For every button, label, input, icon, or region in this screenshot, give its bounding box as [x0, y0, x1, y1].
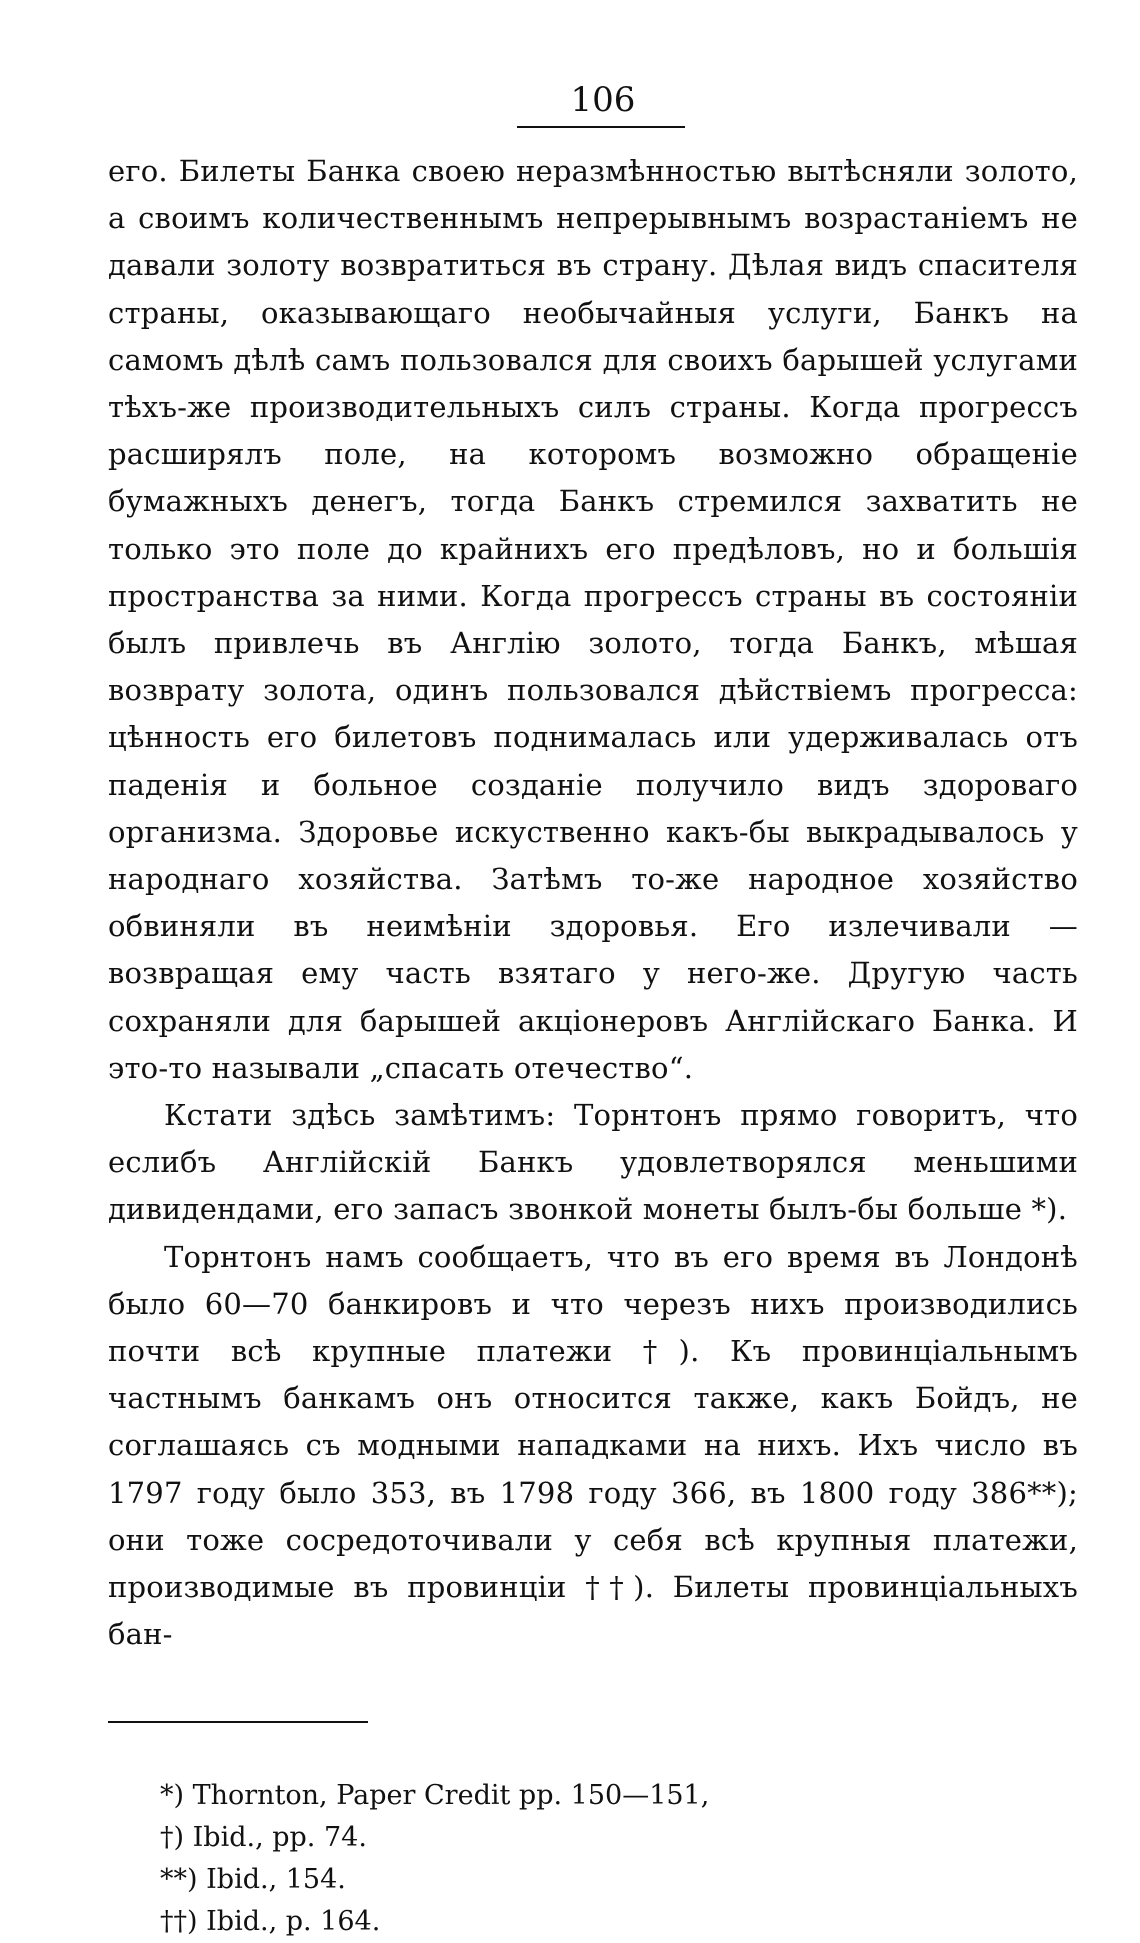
paragraph-2: Кстати здѣсь замѣтимъ: Торнтонъ прямо говоритъ, что еслибъ Англійскій Банкъ удовлетворялся меньшими дивидендами, его запасъ звонкой монеты былъ-бы больше *). — [108, 1098, 1078, 1227]
body-text — [108, 148, 1078, 1659]
paragraph-1: его. Билеты Банка своею неразмѣнностью вытѣсняли золото, а своимъ количественнымъ непрерывнымъ возрастаніемъ не давали золоту возвратиться въ страну. Дѣлая видъ спасителя страны, оказывающаго необычайныя услуги, Банкъ на самомъ дѣлѣ самъ пользовался для своихъ барышей услугами тѣхъ-же производительныхъ силъ страны. Когда прогрессъ расширялъ поле, на которомъ возможно обращеніе бумажныхъ денегъ, тогда Банкъ стремился захватить не только это поле до крайнихъ его предѣловъ, но и большія пространства за ними. Когда прогрессъ страны въ состояніи былъ привлечь въ Англію золото, тогда Банкъ, мѣшая возврату золота, одинъ пользовался дѣйствіемъ прогресса: цѣнность его билетовъ поднималась или удерживалась отъ паденія и больное созданіе получило видъ здороваго организма. Здоровье искуственно какъ-бы выкрадывалось у народнаго хозяйства. Затѣмъ то-же народное хозяйство обвиняли въ неимѣніи здоровья. Его излечивали — возвращая ему часть взятаго у него-же. Другую часть сохраняли для барышей акціонеровъ Англійскаго Банка. И это-то называли „спасать отечество“. — [108, 154, 1078, 1085]
footnote-separator — [108, 1721, 368, 1723]
footnote-1: *) Thornton, Paper Credit pp. 150—151, — [160, 1779, 710, 1811]
page-number: 106 — [570, 80, 636, 120]
page-content — [108, 80, 1078, 1943]
footnote-2: †) Ibid., pp. 74. — [160, 1821, 367, 1853]
footnotes — [160, 1775, 1078, 1943]
footnote-3: **) Ibid., 154. — [160, 1863, 346, 1895]
page-number-rule — [517, 126, 685, 128]
footnote-4: ††) Ibid., p. 164. — [160, 1905, 381, 1937]
paragraph-3: Торнтонъ намъ сообщаетъ, что въ его время въ Лондонѣ было 60—70 банкировъ и что черезъ нихъ производились почти всѣ крупные платежи †). Къ провинціальнымъ частнымъ банкамъ онъ относится также, какъ Бойдъ, не соглашаясь съ модными нападками на нихъ. Ихъ число въ 1797 году было 353, въ 1798 году 366, въ 1800 году 386**); они тоже сосредоточивали у себя всѣ крупныя платежи, производимые въ провинціи ††). Билеты провинціальныхъ бан- — [108, 1239, 1078, 1652]
